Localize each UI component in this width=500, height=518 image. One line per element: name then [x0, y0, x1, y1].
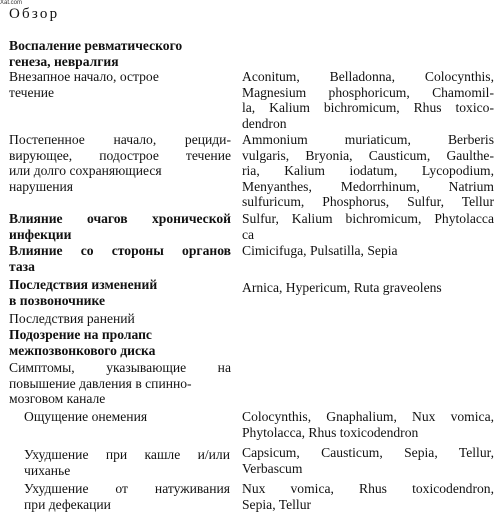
- remedies-gradual-onset: Ammonium muriaticum, Berberis vulgaris, Bryonia, Causticum, Gaulthe- ria, Kalium iodatum, Lycopodium, Menyanthes, Medorrhinum, Natrium sulfuricum, Phosphorus, Sulfur, Tellur: [242, 132, 494, 210]
- label-gradual-onset: Постепенное начало, рециди- вирующее, подострое течение или долго сохраняющиеся нарушения: [9, 132, 231, 194]
- label-cough-worsening: Ухудшение при кашле и/или чиханье: [24, 447, 230, 478]
- remedies-straining-worsening: Nux vomica, Rhus toxicodendron, Sepia, Tellur: [242, 481, 494, 512]
- label-wound-consequences: Последствия ранений: [9, 311, 135, 326]
- label-spine-changes: Последствия изменений в позвоночнике: [9, 277, 158, 308]
- label-pelvic-organs: Влияние со стороны органов таза: [9, 243, 231, 274]
- remedies-cough-worsening: Capsicum, Causticum, Sepia, Tellur, Verbascum: [242, 445, 494, 476]
- label-sudden-onset: Внезапное начало, острое течение: [9, 69, 159, 100]
- remedies-pelvic-organs: Cimicifuga, Pulsatilla, Sepia: [242, 243, 398, 258]
- label-disc-prolapse: Подозрение на пролапс межпозвонкового диска: [9, 327, 156, 358]
- label-straining-worsening: Ухудшение от натуживания при дефекации: [24, 481, 230, 512]
- remedies-chronic-infection: Sulfur, Kalium bichromicum, Phytolacca ca: [242, 211, 494, 242]
- remedies-spine-changes: Arnica, Hypericum, Ruta graveolens: [242, 280, 442, 295]
- section-heading-rheumatic: Воспаление ревматического генеза, невралгия: [9, 38, 183, 69]
- label-chronic-infection: Влияние очагов хронической инфекции: [9, 211, 231, 242]
- remedies-sudden-onset: Aconitum, Belladonna, Colocynthis, Magnesium phosphoricum, Chamomil- la, Kalium bichromicum, Rhus toxico- dendron: [242, 69, 494, 131]
- page-title: Обзор: [9, 6, 60, 22]
- label-numbness: Ощущение онемения: [24, 409, 148, 424]
- remedies-numbness: Colocynthis, Gnaphalium, Nux vomica, Phytolacca, Rhus toxicodendron: [242, 409, 494, 440]
- label-pressure-symptoms: Симптомы, указывающие на повышение давления в спинно- мозговом канале: [9, 360, 231, 407]
- watermark-text: Xat.com: [0, 0, 23, 6]
